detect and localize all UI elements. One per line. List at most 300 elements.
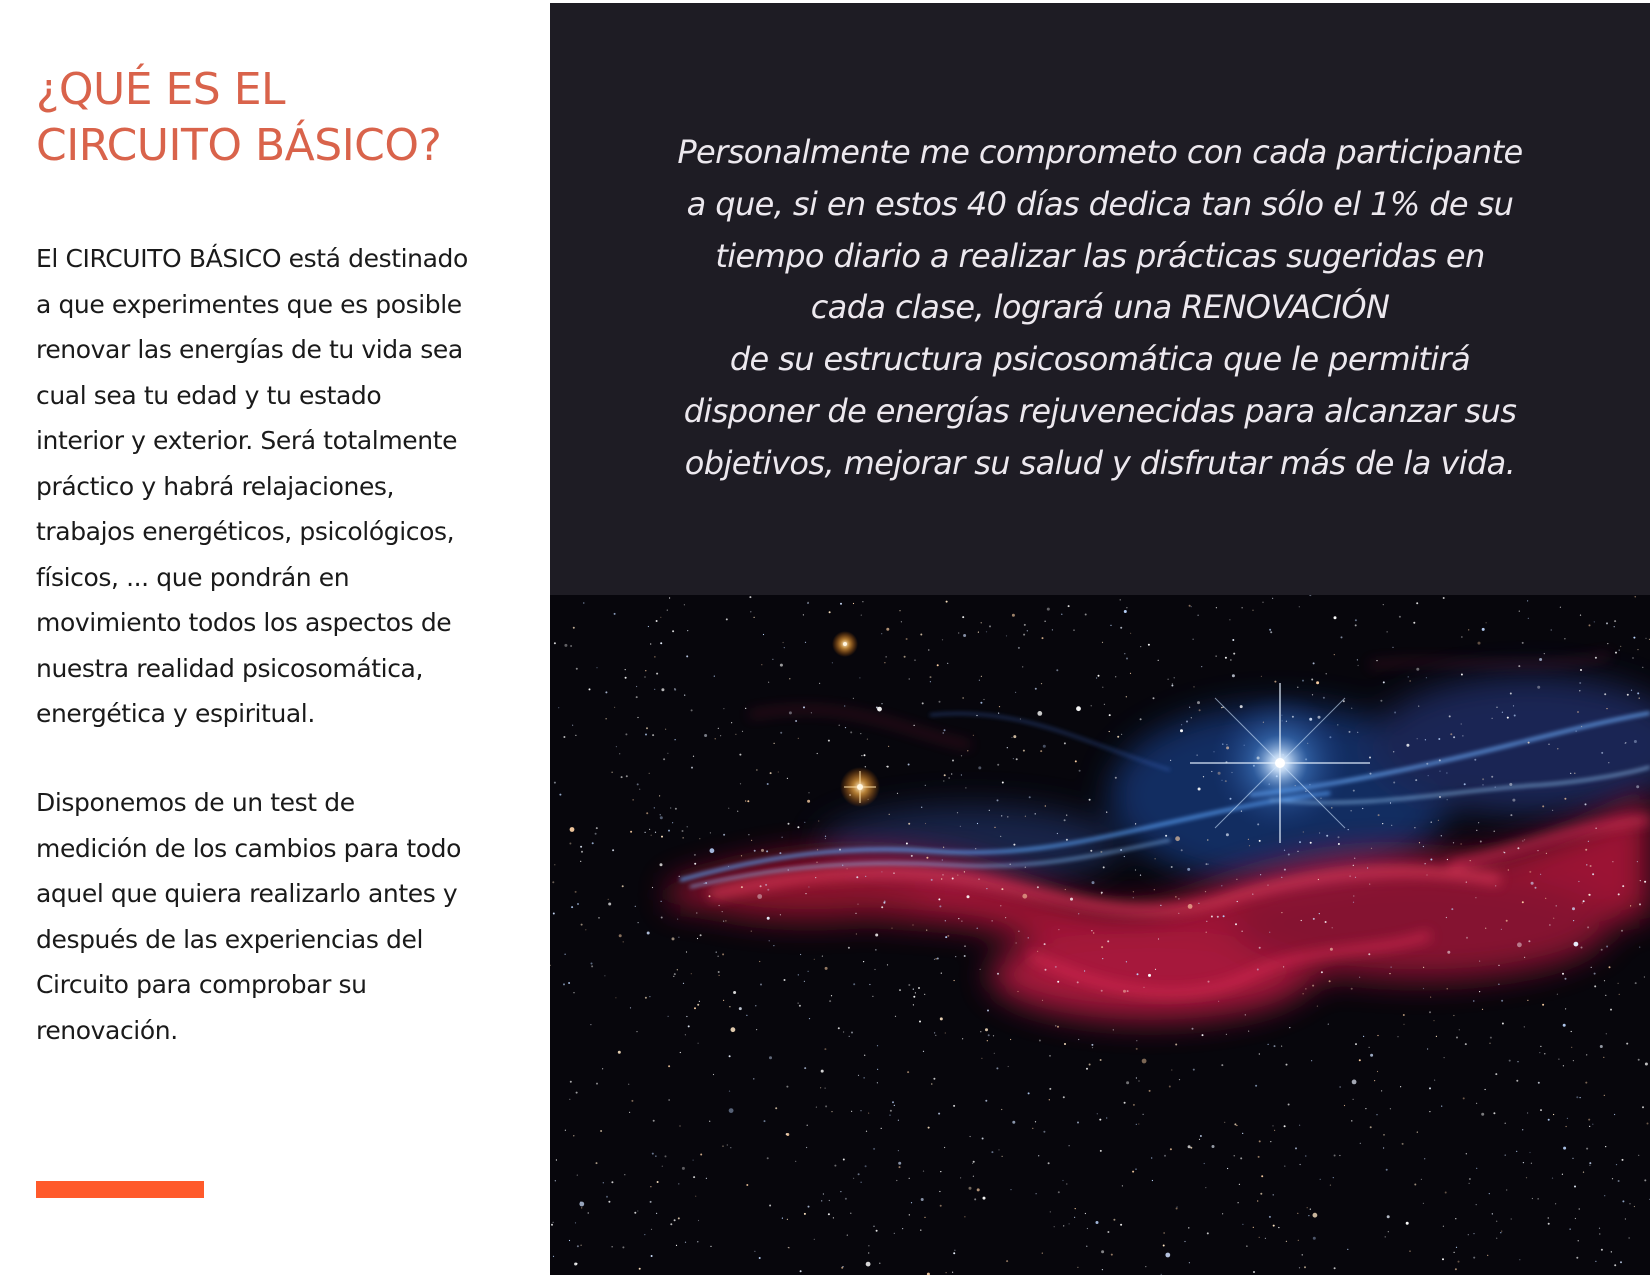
star — [693, 756, 694, 757]
star — [1312, 985, 1314, 987]
star — [665, 1155, 667, 1157]
star — [1022, 666, 1023, 667]
star — [1580, 669, 1582, 671]
star — [1038, 1155, 1039, 1156]
star — [739, 1007, 742, 1010]
star — [1252, 610, 1253, 611]
star — [1644, 881, 1646, 883]
star — [698, 1220, 699, 1221]
star — [1281, 1046, 1282, 1047]
star — [1074, 1217, 1075, 1218]
star — [1639, 698, 1640, 699]
star — [1465, 1043, 1467, 1045]
star — [1075, 1208, 1076, 1209]
star — [1155, 969, 1156, 970]
star — [1261, 1175, 1263, 1177]
star — [1439, 759, 1441, 761]
star — [1085, 614, 1087, 616]
star — [1367, 867, 1368, 868]
star — [1191, 717, 1192, 718]
star — [1230, 659, 1231, 660]
star — [553, 1222, 554, 1223]
star — [1431, 822, 1432, 823]
star — [1023, 750, 1025, 752]
star — [573, 1135, 574, 1136]
star — [1377, 1035, 1378, 1036]
star — [865, 1165, 867, 1167]
star — [981, 1058, 982, 1059]
star — [1025, 867, 1026, 868]
star — [576, 1092, 578, 1094]
star — [979, 680, 980, 681]
star — [1403, 1024, 1404, 1025]
star — [694, 1007, 696, 1009]
star — [1311, 679, 1313, 681]
star — [1622, 1159, 1624, 1161]
star — [964, 871, 965, 872]
star — [825, 1105, 827, 1107]
star — [1027, 630, 1028, 631]
star — [987, 1040, 988, 1041]
star — [725, 920, 726, 921]
star — [604, 975, 605, 976]
star — [1494, 831, 1495, 832]
star — [989, 625, 991, 627]
star — [981, 676, 982, 677]
star — [1273, 1194, 1274, 1195]
star — [1635, 596, 1636, 597]
star — [684, 604, 685, 605]
star — [1242, 1133, 1243, 1134]
star — [1326, 835, 1328, 837]
star — [874, 969, 875, 970]
star — [1442, 1258, 1444, 1260]
star — [1092, 881, 1095, 884]
star — [1386, 1169, 1388, 1171]
star — [1447, 951, 1450, 954]
star — [668, 830, 670, 832]
star — [902, 1228, 903, 1229]
star — [1049, 1055, 1050, 1056]
star — [1583, 900, 1585, 902]
star — [1120, 1224, 1122, 1226]
star — [997, 764, 999, 766]
star — [741, 855, 742, 856]
star — [1054, 1226, 1055, 1227]
star — [1076, 706, 1081, 711]
star — [1387, 1215, 1390, 1218]
star — [727, 1144, 728, 1145]
star — [728, 866, 729, 867]
star — [1389, 973, 1390, 974]
quote-line: objetivos, mejorar su salud y disfrutar más de la vida. — [684, 443, 1516, 482]
star — [767, 1157, 769, 1159]
star — [1143, 1114, 1144, 1115]
star — [661, 917, 663, 919]
star — [1359, 977, 1360, 978]
star — [629, 1112, 630, 1113]
star — [1035, 688, 1037, 690]
star — [1269, 629, 1271, 631]
star — [763, 634, 764, 635]
star — [722, 953, 724, 955]
star — [1001, 888, 1003, 890]
star — [867, 739, 868, 740]
star — [1595, 1261, 1596, 1262]
star — [558, 707, 559, 708]
star — [951, 773, 952, 774]
star — [660, 863, 663, 866]
star — [1565, 978, 1567, 980]
star — [1491, 776, 1493, 778]
star — [648, 626, 649, 627]
star — [1383, 1147, 1384, 1148]
star — [1278, 1227, 1279, 1228]
star — [930, 681, 931, 682]
star — [803, 706, 805, 708]
star — [844, 705, 845, 706]
star — [655, 832, 656, 833]
star — [1260, 1193, 1262, 1195]
star — [1168, 679, 1169, 680]
paragraph-line: Disponemos de un test de — [36, 788, 355, 817]
star — [1482, 1009, 1483, 1010]
star — [569, 1099, 570, 1100]
star — [1562, 973, 1564, 975]
star — [1479, 961, 1480, 962]
star — [1269, 932, 1270, 933]
star — [1567, 1118, 1568, 1119]
star — [1316, 681, 1319, 684]
star — [1259, 1237, 1260, 1238]
star — [1302, 1254, 1303, 1255]
star — [1063, 1225, 1064, 1226]
star — [1154, 889, 1155, 890]
star — [1143, 987, 1144, 988]
star — [639, 789, 640, 790]
star — [563, 736, 565, 738]
star — [650, 1186, 651, 1187]
star — [1133, 891, 1134, 892]
star — [668, 1065, 670, 1067]
star — [853, 983, 855, 985]
star — [798, 738, 799, 739]
star — [983, 1197, 986, 1200]
star — [608, 1201, 610, 1203]
star — [925, 823, 926, 824]
star — [947, 663, 948, 664]
star — [864, 1077, 865, 1078]
star — [1205, 891, 1206, 892]
star — [1501, 1000, 1503, 1002]
star — [554, 864, 555, 865]
star — [1351, 1120, 1352, 1121]
star — [969, 1187, 972, 1190]
star — [1042, 1253, 1043, 1254]
star — [1590, 865, 1592, 867]
star — [1444, 1057, 1445, 1058]
star — [1198, 615, 1199, 616]
star — [600, 1130, 602, 1132]
star — [1090, 850, 1092, 852]
star — [985, 1100, 987, 1102]
star — [1153, 697, 1155, 699]
star — [1455, 1218, 1456, 1219]
star — [1123, 990, 1126, 993]
star — [1619, 650, 1620, 651]
star — [817, 849, 818, 850]
star — [847, 1235, 848, 1236]
star — [1138, 1123, 1139, 1124]
star — [775, 1107, 777, 1109]
star — [1178, 913, 1179, 914]
star — [1257, 1200, 1258, 1201]
star — [1077, 981, 1079, 983]
star — [1065, 889, 1066, 890]
star — [923, 1051, 924, 1052]
star — [829, 1000, 831, 1002]
star — [1057, 833, 1058, 834]
star — [1485, 928, 1486, 929]
star — [972, 1163, 973, 1164]
star — [1206, 863, 1208, 865]
star — [1417, 1132, 1418, 1133]
star — [1113, 1029, 1114, 1030]
star — [783, 642, 784, 643]
star — [1580, 615, 1581, 616]
star — [575, 1222, 576, 1223]
star — [1175, 836, 1180, 841]
star — [1496, 1221, 1497, 1222]
star — [858, 1173, 860, 1175]
star — [913, 996, 915, 998]
star — [592, 842, 594, 844]
star — [933, 1078, 935, 1080]
star — [1565, 1008, 1566, 1009]
star — [691, 973, 692, 974]
star — [1106, 1117, 1107, 1118]
star — [710, 832, 711, 833]
star — [1258, 1156, 1260, 1158]
star — [1148, 974, 1151, 977]
star — [1217, 916, 1219, 918]
star — [1638, 1155, 1639, 1156]
star — [1259, 840, 1261, 842]
star — [1459, 1029, 1460, 1030]
star — [1574, 942, 1579, 947]
star — [1297, 851, 1298, 852]
star — [645, 734, 647, 736]
star — [564, 644, 567, 647]
star — [1152, 1180, 1153, 1181]
star — [612, 849, 614, 851]
star — [1506, 1189, 1507, 1190]
star — [667, 753, 668, 754]
star — [1380, 700, 1382, 702]
star — [1563, 1065, 1564, 1066]
star — [570, 827, 575, 832]
star — [1606, 1033, 1607, 1034]
paragraph-line: energética y espiritual. — [36, 699, 315, 728]
star — [1226, 1034, 1227, 1035]
star — [893, 873, 894, 874]
star — [1133, 1104, 1135, 1106]
star — [1562, 1174, 1563, 1175]
star — [850, 1213, 851, 1214]
star — [1538, 1082, 1540, 1084]
star — [649, 773, 650, 774]
star — [1197, 701, 1200, 704]
star — [804, 1213, 806, 1215]
star — [911, 855, 913, 857]
star — [1171, 1069, 1172, 1070]
star — [1248, 1031, 1249, 1032]
star — [1399, 616, 1401, 618]
star — [1126, 961, 1127, 962]
star — [1583, 1172, 1584, 1173]
star — [1124, 610, 1127, 613]
star — [999, 706, 1000, 707]
star — [962, 616, 964, 618]
star — [1627, 694, 1629, 696]
star — [1421, 1179, 1422, 1180]
star — [1376, 660, 1377, 661]
star — [1542, 1004, 1544, 1006]
star — [1353, 865, 1354, 866]
star — [976, 715, 977, 716]
star — [939, 1191, 940, 1192]
star — [761, 849, 764, 852]
star — [1357, 732, 1358, 733]
star — [892, 1101, 894, 1103]
star — [573, 992, 574, 993]
star — [581, 851, 583, 853]
star — [1007, 747, 1008, 748]
star — [1016, 942, 1017, 943]
star — [1595, 657, 1597, 659]
star — [868, 1113, 869, 1114]
star — [1581, 726, 1582, 727]
star — [911, 1202, 912, 1203]
star — [626, 775, 628, 777]
star — [1447, 859, 1448, 860]
star — [942, 639, 943, 640]
star — [998, 1149, 999, 1150]
star — [757, 894, 762, 899]
star — [1560, 607, 1561, 608]
star — [659, 795, 660, 796]
star — [687, 826, 688, 827]
star — [1469, 1183, 1470, 1184]
star — [886, 628, 889, 631]
star — [1473, 1000, 1474, 1001]
star — [898, 1150, 899, 1151]
star — [1620, 646, 1621, 647]
star — [1248, 839, 1249, 840]
star — [1001, 1109, 1002, 1110]
star — [1221, 885, 1222, 886]
star — [858, 1075, 859, 1076]
star — [1000, 905, 1001, 906]
star — [914, 725, 915, 726]
star — [715, 738, 716, 739]
star — [555, 1180, 556, 1181]
star — [568, 982, 570, 984]
star — [808, 792, 809, 793]
star — [596, 667, 597, 668]
star — [1614, 620, 1616, 622]
star — [1218, 1001, 1219, 1002]
star — [735, 734, 736, 735]
star — [677, 919, 678, 920]
star — [608, 903, 611, 906]
star — [625, 677, 627, 679]
star — [1410, 680, 1411, 681]
star — [957, 875, 958, 876]
star — [1305, 988, 1306, 989]
star — [1500, 1232, 1501, 1233]
star — [660, 642, 662, 644]
star — [1043, 1131, 1045, 1133]
star — [625, 669, 626, 670]
star — [804, 1067, 806, 1069]
star — [1572, 907, 1575, 910]
paragraph-line: El CIRCUITO BÁSICO está destinado — [36, 244, 468, 273]
star — [960, 826, 961, 827]
star — [1037, 951, 1038, 952]
star — [1012, 614, 1015, 617]
star — [1478, 822, 1479, 823]
title-line: CIRCUITO BÁSICO? — [36, 120, 442, 171]
star — [635, 906, 636, 907]
star — [1179, 1079, 1180, 1080]
star — [1136, 1040, 1137, 1041]
star — [886, 656, 887, 657]
star — [1190, 1147, 1192, 1149]
star — [1489, 1193, 1490, 1194]
star — [816, 862, 817, 863]
star — [909, 1214, 910, 1215]
quote-line: disponer de energías rejuvenecidas para alcanzar sus — [683, 391, 1517, 430]
star — [1629, 1237, 1630, 1238]
star — [1333, 1177, 1334, 1178]
star — [786, 1086, 788, 1088]
star — [1580, 1097, 1581, 1098]
star — [818, 820, 819, 821]
star — [913, 1004, 914, 1005]
star — [750, 611, 751, 612]
star — [906, 843, 908, 845]
star — [1007, 816, 1008, 817]
star — [1066, 839, 1068, 841]
star — [1510, 693, 1512, 695]
star — [1077, 1122, 1079, 1124]
paragraph-line: movimiento todos los aspectos de — [36, 608, 452, 637]
star — [1589, 624, 1591, 626]
star — [1111, 1254, 1113, 1256]
star — [654, 689, 655, 690]
star — [1438, 738, 1440, 740]
star — [821, 1070, 824, 1073]
star — [1124, 1102, 1126, 1104]
star — [1476, 1103, 1477, 1104]
star — [881, 1128, 882, 1129]
star — [1169, 1086, 1171, 1088]
star — [645, 832, 646, 833]
star — [660, 816, 663, 819]
star — [570, 645, 572, 647]
star — [1232, 674, 1235, 677]
